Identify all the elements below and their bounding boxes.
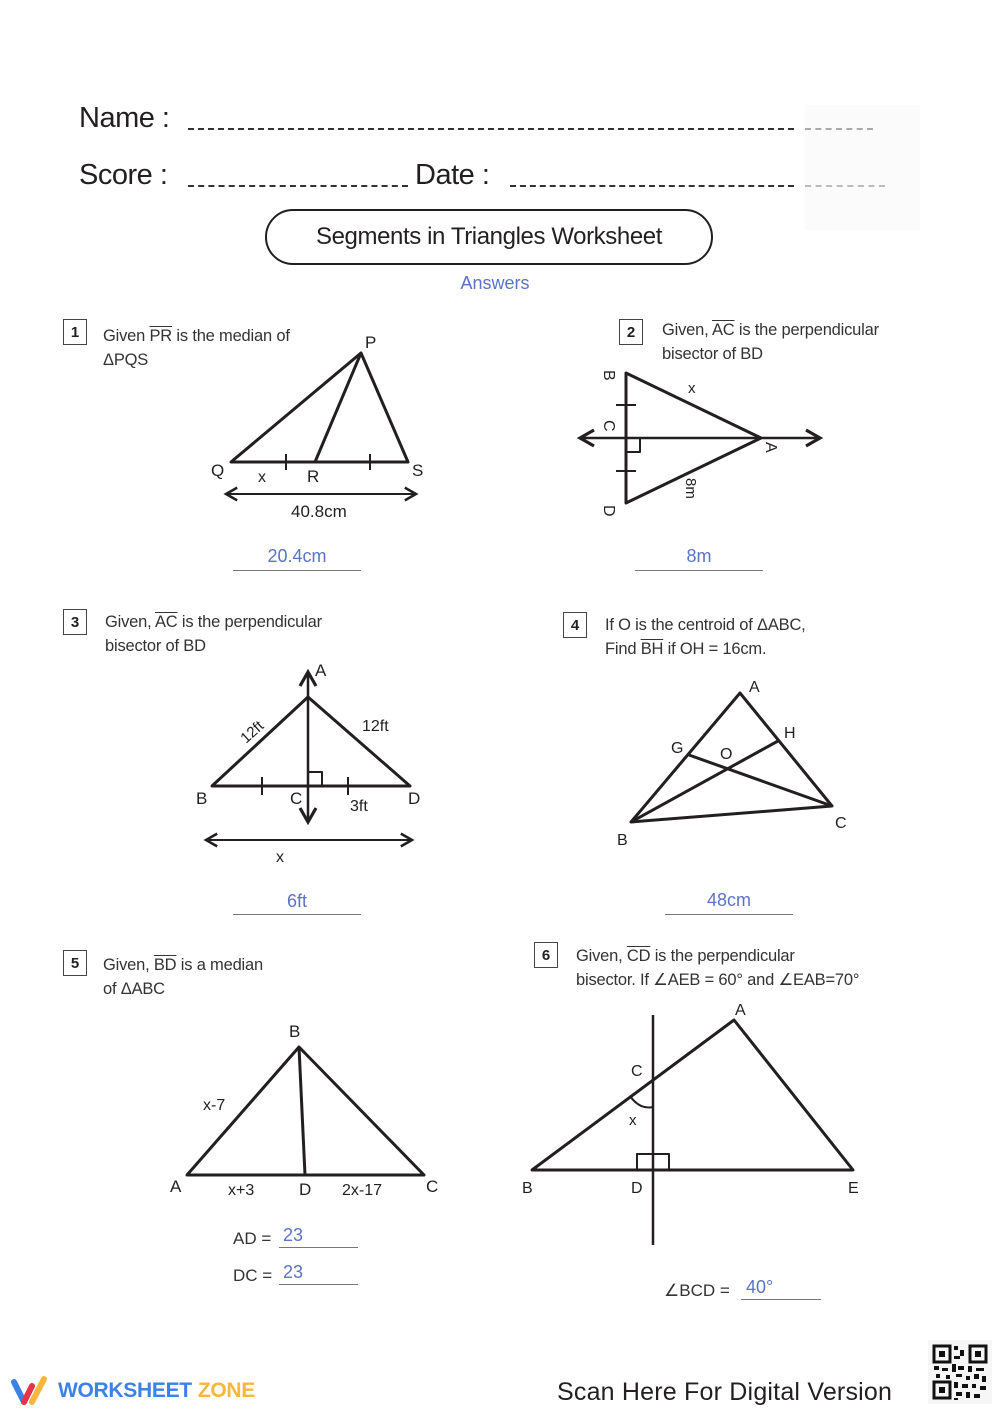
brand-name-part1: WORKSHEET (58, 1379, 192, 1402)
question-number-2: 2 (619, 319, 643, 345)
q1-text-line2: ΔPQS (103, 351, 149, 369)
q2-text-pre: Given, (662, 321, 712, 339)
q4-label-o: O (720, 746, 733, 763)
q2-label-c: C (600, 420, 617, 432)
answer-line-5-dc[interactable] (279, 1284, 358, 1285)
question-6-text (576, 944, 859, 992)
q3-label-d: D (408, 789, 421, 808)
q4-segment: $\overline{BH}$ (640, 640, 664, 658)
answer-line-1[interactable] (233, 570, 361, 571)
q2-text-line2: bisector of BD (662, 345, 763, 363)
q6-label-x: x (629, 1112, 637, 1129)
answer-line-4[interactable] (665, 914, 793, 915)
q3-label-ab: 12ft (237, 717, 268, 747)
question-number-1: 1 (63, 319, 87, 345)
q6-label-e: E (848, 1180, 859, 1197)
dc-label: DC = (233, 1266, 273, 1285)
q2-label-side: 8m (682, 478, 699, 499)
question-4-text (605, 613, 806, 661)
q6-segment: $\overline{CD}$ (626, 947, 651, 965)
name-label: Name : (79, 102, 170, 134)
q4-text-post: if OH = 16cm. (663, 640, 767, 658)
q4-label-h: H (784, 725, 796, 742)
answer-line-2[interactable] (635, 570, 763, 571)
worksheetzone-logo-icon (10, 1376, 52, 1406)
q1-segment: $\overline{PR}$ (149, 327, 173, 345)
q2-triangle-diagram (580, 373, 820, 503)
q1-text-pre: Given (103, 327, 150, 345)
q5-label-a: A (170, 1177, 182, 1196)
q5-text-post: is a median (176, 956, 263, 974)
answer-6: 40° (746, 1277, 774, 1297)
q5-text-line2: of ΔABC (103, 980, 165, 998)
q5-label-c: C (426, 1177, 439, 1196)
name-field[interactable] (188, 128, 794, 130)
name-field-faded (805, 128, 873, 130)
q6-text-line2: bisector. If ∠AEB = 60° and ∠EAB=70° (576, 971, 860, 989)
q3-label-b: B (196, 789, 208, 808)
answers-subtitle: Answers (460, 273, 530, 293)
q1-label-length: 40.8cm (291, 502, 347, 521)
answer-4: 48cm (706, 890, 751, 910)
answer-5-dc: 23 (283, 1262, 304, 1282)
worksheet-title (265, 209, 713, 265)
q4-label-g: G (671, 740, 684, 757)
question-number-5: 5 (63, 950, 87, 976)
q6-text-post: is the perpendicular (650, 947, 795, 965)
q6-label-a: A (735, 1002, 746, 1019)
qr-code-icon[interactable] (928, 1340, 992, 1404)
q3-text-line2: bisector of BD (105, 637, 206, 655)
q4-label-c: C (835, 815, 847, 832)
question-1-text (103, 324, 290, 372)
brand-name-part2: ZONE (197, 1379, 255, 1402)
q5-triangle-diagram (187, 1047, 424, 1175)
q3-label-a: A (315, 661, 327, 680)
q3-label-cd: 3ft (350, 798, 368, 815)
q2-label-x: x (688, 380, 696, 397)
q2-segment: $\overline{AC}$ (711, 321, 735, 339)
question-2-text (662, 318, 879, 366)
question-5-text (103, 953, 263, 1001)
q1-label-q: Q (211, 461, 225, 480)
date-field[interactable] (510, 185, 794, 187)
answer-2: 8m (686, 546, 712, 566)
q3-label-ad: 12ft (362, 718, 389, 735)
question-number-4: 4 (563, 612, 587, 638)
date-label: Date : (415, 159, 490, 191)
answer-1: 20.4cm (267, 546, 327, 566)
q6-triangle-diagram (532, 1015, 853, 1245)
score-label: Score : (79, 159, 168, 191)
question-number-3: 3 (63, 609, 87, 635)
q5-label-b: B (289, 1022, 301, 1041)
q2-label-b: B (600, 370, 617, 381)
q4-text-pre: Find (605, 640, 641, 658)
q3-text-pre: Given, (105, 613, 155, 631)
q1-label-s: S (412, 461, 424, 480)
q5-label-dc: 2x-17 (342, 1182, 383, 1199)
q1-triangle-diagram (226, 353, 416, 494)
answer-3: 6ft (286, 891, 307, 911)
answer-line-6[interactable] (741, 1299, 821, 1300)
q3-triangle-diagram (206, 672, 412, 840)
q4-triangle-diagram (631, 693, 832, 822)
q5-label-ab: x-7 (203, 1097, 226, 1114)
q2-label-a: A (762, 442, 779, 453)
q3-segment: $\overline{AC}$ (154, 613, 178, 631)
worksheetzone-logo[interactable] (10, 1376, 255, 1406)
bcd-label: ∠BCD = (664, 1281, 730, 1300)
ad-label: AD = (233, 1229, 272, 1248)
q5-segment: $\overline{BD}$ (153, 956, 177, 974)
scan-here-text: Scan Here For Digital Version (557, 1378, 893, 1406)
q6-label-d: D (631, 1180, 643, 1197)
question-number-6: 6 (534, 942, 558, 968)
q6-label-c: C (631, 1063, 643, 1080)
q4-label-b: B (617, 832, 628, 849)
answer-line-3[interactable] (233, 914, 361, 915)
answer-line-5-ad[interactable] (279, 1247, 358, 1248)
answer-5-ad: 23 (283, 1225, 304, 1245)
q3-label-x: x (276, 849, 284, 866)
q5-label-ad: x+3 (228, 1182, 255, 1199)
q1-label-p: P (365, 333, 377, 352)
qr-code-graphic (928, 1340, 992, 1404)
q5-text-pre: Given, (103, 956, 154, 974)
q1-label-r: R (307, 467, 320, 486)
q1-label-x: x (258, 469, 266, 486)
q1-text-post: is the median of (172, 327, 290, 345)
score-field[interactable] (188, 185, 408, 187)
q2-label-d: D (600, 505, 617, 517)
q2-text-post: is the perpendicular (734, 321, 879, 339)
header-fade-area (805, 105, 920, 230)
q3-text-post: is the perpendicular (177, 613, 322, 631)
worksheet-title-text: Segments in Triangles Worksheet (316, 223, 662, 250)
q3-label-c: C (290, 789, 303, 808)
date-field-faded (805, 185, 885, 187)
q6-label-b: B (522, 1180, 533, 1197)
q4-text-line1: If O is the centroid of ΔABC, (605, 616, 806, 634)
question-3-text (105, 610, 322, 658)
q6-text-pre: Given, (576, 947, 627, 965)
q4-label-a: A (749, 679, 760, 696)
q5-label-d: D (299, 1180, 312, 1199)
